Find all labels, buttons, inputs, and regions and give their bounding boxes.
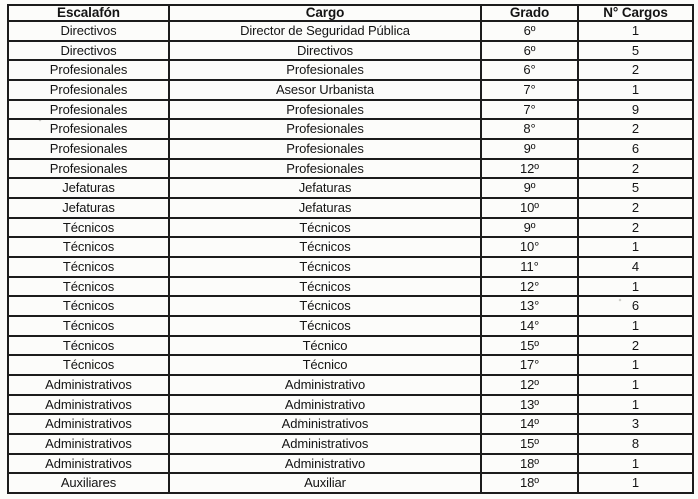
cell-grado: 17°: [481, 355, 578, 375]
table-row: [8, 100, 693, 120]
cell-escalafon: Técnicos: [8, 336, 169, 356]
cell-n-cargos: 5: [578, 178, 693, 198]
cell-n-cargos: 1: [578, 21, 693, 41]
cell-grado: 14º: [481, 414, 578, 434]
table-row: [8, 277, 693, 297]
cell-n-cargos: 2: [578, 198, 693, 218]
column-header-n-cargos: N° Cargos: [578, 5, 693, 21]
table-body: [8, 21, 693, 493]
cell-n-cargos: 2: [578, 60, 693, 80]
table-row: [8, 296, 693, 316]
cell-escalafon: Técnicos: [8, 237, 169, 257]
cell-cargo: Administrativo: [169, 375, 481, 395]
table-row: [8, 395, 693, 415]
cell-n-cargos: 9: [578, 100, 693, 120]
cell-escalafon: Directivos: [8, 41, 169, 61]
cell-cargo: Administrativos: [169, 414, 481, 434]
cell-escalafon: Técnicos: [8, 257, 169, 277]
cell-n-cargos: 4: [578, 257, 693, 277]
cell-n-cargos: 1: [578, 395, 693, 415]
staff-positions-table: [7, 4, 694, 494]
cell-grado: 10º: [481, 198, 578, 218]
cell-grado: 12º: [481, 159, 578, 179]
table-row: [8, 355, 693, 375]
cell-grado: 7°: [481, 80, 578, 100]
table-row: [8, 414, 693, 434]
cell-cargo: Profesionales: [169, 119, 481, 139]
cell-cargo: Administrativo: [169, 395, 481, 415]
table-row: [8, 218, 693, 238]
cell-escalafon: Técnicos: [8, 316, 169, 336]
cell-cargo: Auxiliar: [169, 473, 481, 493]
table-row: [8, 21, 693, 41]
cell-grado: 13°: [481, 296, 578, 316]
table-header: [8, 5, 693, 21]
table-row: [8, 316, 693, 336]
table-row: [8, 237, 693, 257]
cell-escalafon: Profesionales: [8, 119, 169, 139]
cell-grado: 6º: [481, 41, 578, 61]
cell-cargo: Jefaturas: [169, 178, 481, 198]
table-row: [8, 41, 693, 61]
cell-n-cargos: 1: [578, 375, 693, 395]
cell-escalafon: Profesionales: [8, 80, 169, 100]
cell-grado: 18º: [481, 473, 578, 493]
cell-cargo: Técnicos: [169, 257, 481, 277]
table-row: [8, 139, 693, 159]
cell-cargo: Jefaturas: [169, 198, 481, 218]
cell-grado: 6º: [481, 21, 578, 41]
cell-grado: 15º: [481, 434, 578, 454]
cell-n-cargos: 1: [578, 454, 693, 474]
cell-grado: 12°: [481, 277, 578, 297]
table-row: [8, 119, 693, 139]
cell-n-cargos: 2: [578, 159, 693, 179]
cell-grado: 13º: [481, 395, 578, 415]
cell-cargo: Director de Seguridad Pública: [169, 21, 481, 41]
cell-grado: 9º: [481, 178, 578, 198]
cell-grado: 6°: [481, 60, 578, 80]
cell-escalafon: Administrativos: [8, 434, 169, 454]
table-row: [8, 434, 693, 454]
cell-n-cargos: 6: [578, 139, 693, 159]
cell-n-cargos: 5: [578, 41, 693, 61]
cell-cargo: Técnicos: [169, 218, 481, 238]
table-row: [8, 198, 693, 218]
cell-cargo: Administrativo: [169, 454, 481, 474]
cell-cargo: Administrativos: [169, 434, 481, 454]
cell-n-cargos: 2: [578, 336, 693, 356]
cell-n-cargos: 1: [578, 237, 693, 257]
cell-cargo: Profesionales: [169, 60, 481, 80]
cell-grado: 7°: [481, 100, 578, 120]
cell-grado: 14°: [481, 316, 578, 336]
column-header-escalafon: Escalafón: [8, 5, 169, 21]
cell-n-cargos: 3: [578, 414, 693, 434]
cell-grado: 8°: [481, 119, 578, 139]
cell-cargo: Técnicos: [169, 277, 481, 297]
cell-cargo: Asesor Urbanista: [169, 80, 481, 100]
cell-escalafon: Profesionales: [8, 159, 169, 179]
table-row: [8, 178, 693, 198]
cell-cargo: Técnicos: [169, 237, 481, 257]
table-row: [8, 336, 693, 356]
cell-escalafon: Auxiliares: [8, 473, 169, 493]
cell-grado: 15º: [481, 336, 578, 356]
cell-grado: 12º: [481, 375, 578, 395]
cell-escalafon: Profesionales: [8, 100, 169, 120]
cell-escalafon: Administrativos: [8, 395, 169, 415]
cell-cargo: Profesionales: [169, 159, 481, 179]
cell-n-cargos: 1: [578, 355, 693, 375]
cell-cargo: Técnicos: [169, 316, 481, 336]
table-row: [8, 159, 693, 179]
cell-escalafon: Técnicos: [8, 218, 169, 238]
column-header-cargo: Cargo: [169, 5, 481, 21]
cell-escalafon: Profesionales: [8, 60, 169, 80]
column-header-grado: Grado: [481, 5, 578, 21]
cell-escalafon: Profesionales: [8, 139, 169, 159]
cell-grado: 9º: [481, 139, 578, 159]
cell-n-cargos: 2: [578, 218, 693, 238]
cell-n-cargos: 8: [578, 434, 693, 454]
cell-grado: 11°: [481, 257, 578, 277]
cell-escalafon: Técnicos: [8, 277, 169, 297]
cell-escalafon: Administrativos: [8, 414, 169, 434]
cell-cargo: Técnicos: [169, 296, 481, 316]
cell-escalafon: Jefaturas: [8, 178, 169, 198]
cell-escalafon: Administrativos: [8, 454, 169, 474]
table-row: [8, 375, 693, 395]
cell-escalafon: Jefaturas: [8, 198, 169, 218]
cell-grado: 10°: [481, 237, 578, 257]
table-row: [8, 473, 693, 493]
cell-n-cargos: 6: [578, 296, 693, 316]
table-row: [8, 257, 693, 277]
cell-escalafon: Directivos: [8, 21, 169, 41]
cell-escalafon: Administrativos: [8, 375, 169, 395]
table-row: [8, 454, 693, 474]
cell-cargo: Profesionales: [169, 100, 481, 120]
cell-cargo: Directivos: [169, 41, 481, 61]
cell-cargo: Técnico: [169, 336, 481, 356]
cell-n-cargos: 1: [578, 277, 693, 297]
cell-n-cargos: 1: [578, 316, 693, 336]
cell-n-cargos: 2: [578, 119, 693, 139]
cell-cargo: Profesionales: [169, 139, 481, 159]
cell-n-cargos: 1: [578, 473, 693, 493]
table-row: [8, 80, 693, 100]
header-row: [8, 5, 693, 21]
table-row: [8, 60, 693, 80]
cell-n-cargos: 1: [578, 80, 693, 100]
cell-escalafon: Técnicos: [8, 355, 169, 375]
cell-cargo: Técnico: [169, 355, 481, 375]
cell-escalafon: Técnicos: [8, 296, 169, 316]
cell-grado: 18º: [481, 454, 578, 474]
cell-grado: 9º: [481, 218, 578, 238]
